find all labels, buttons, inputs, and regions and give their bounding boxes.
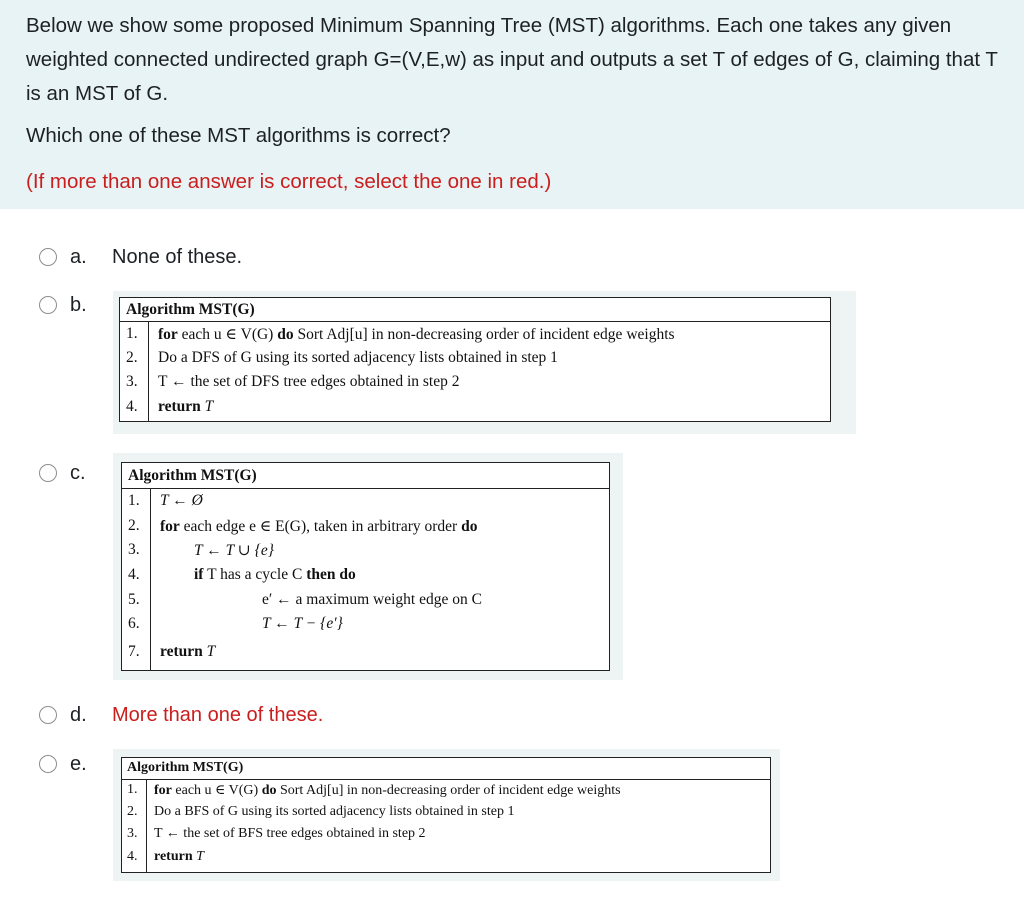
algo-title: Algorithm MST(G): [127, 760, 244, 775]
option-a-text: None of these.: [112, 246, 243, 268]
option-e-radio[interactable]: [39, 755, 57, 773]
option-c-letter: c.: [70, 462, 86, 484]
line-number: 1.: [127, 782, 138, 797]
keyword: return: [158, 398, 201, 415]
line-number: 2.: [127, 804, 138, 819]
option-c[interactable]: [0, 461, 1024, 681]
keyword: do: [261, 783, 277, 798]
keyword: do: [277, 326, 294, 343]
algo-line-text: T ← T ∪ {e}: [194, 542, 274, 559]
option-a-letter: a.: [70, 246, 87, 268]
keyword: return: [154, 849, 193, 864]
option-c-figure: [113, 453, 623, 680]
algo-line-text: e′ ← a maximum weight edge on C: [262, 591, 482, 608]
line-number: 4.: [126, 398, 138, 415]
option-e-algorithm: [121, 757, 771, 873]
algo-line-text: T ← Ø: [160, 492, 203, 509]
algo-line-text: each u ∈ V(G): [171, 783, 262, 798]
option-a[interactable]: [0, 245, 1024, 269]
option-a-radio[interactable]: [39, 248, 57, 266]
keyword: then do: [306, 566, 356, 583]
option-d-radio[interactable]: [39, 706, 57, 724]
algo-line-text: each u ∈ V(G): [177, 326, 278, 343]
option-e[interactable]: [0, 752, 1024, 887]
line-number: 2.: [128, 517, 140, 534]
option-d-text: More than one of these.: [112, 704, 324, 726]
question-intro: Below we show some proposed Minimum Spanning Tree (MST) algorithms. Each one takes any given weighted connected undirected graph G=(V,E,w) as input and outputs a set T of edges of G, claiming that T is an MST of G.: [26, 14, 998, 105]
algo-title: Algorithm MST(G): [126, 301, 255, 318]
option-e-figure: [113, 749, 780, 881]
algo-line-text: Do a DFS of G using its sorted adjacency lists obtained in step 1: [158, 349, 558, 366]
option-b-radio[interactable]: [39, 296, 57, 314]
algo-line-text: T has a cycle C: [203, 566, 307, 583]
answer-list: [0, 209, 1024, 909]
option-c-radio[interactable]: [39, 464, 57, 482]
line-number: 3.: [128, 541, 140, 558]
question-ask: Which one of these MST algorithms is correct?: [26, 124, 451, 147]
keyword: return: [160, 643, 203, 660]
option-b-figure: [113, 291, 856, 434]
line-number: 2.: [126, 349, 138, 366]
option-d[interactable]: [0, 703, 1024, 727]
line-number: 1.: [128, 492, 140, 509]
question-panel: [0, 0, 1024, 209]
algo-title: Algorithm MST(G): [128, 467, 257, 484]
algo-line-text: T: [202, 643, 216, 660]
algo-line-text: each edge e ∈ E(G), taken in arbitrary order: [179, 518, 462, 535]
option-e-letter: e.: [70, 753, 87, 775]
line-number: 3.: [127, 826, 138, 841]
keyword: do: [461, 518, 478, 535]
algo-line-text: T: [200, 398, 214, 415]
line-number: 7.: [128, 643, 140, 660]
option-b-algorithm: [119, 297, 831, 422]
algo-line-text: T: [192, 849, 204, 864]
option-d-letter: d.: [70, 704, 87, 726]
line-number: 4.: [127, 849, 138, 864]
keyword: if: [194, 566, 204, 583]
option-b-letter: b.: [70, 294, 87, 316]
question-note: (If more than one answer is correct, select the one in red.): [26, 170, 552, 193]
algo-line-text: Sort Adj[u] in non-decreasing order of incident edge weights: [293, 326, 675, 343]
keyword: for: [154, 783, 172, 798]
option-b[interactable]: [0, 293, 1024, 438]
option-c-algorithm: [121, 462, 610, 671]
algo-line-text: T ← the set of DFS tree edges obtained in step 2: [158, 373, 460, 390]
algo-line-text: Do a BFS of G using its sorted adjacency lists obtained in step 1: [154, 804, 515, 819]
keyword: for: [160, 518, 180, 535]
line-number: 3.: [126, 373, 138, 390]
line-number: 5.: [128, 591, 140, 608]
algo-line-text: Sort Adj[u] in non-decreasing order of incident edge weights: [276, 783, 621, 798]
line-number: 1.: [126, 325, 138, 342]
line-number: 6.: [128, 615, 140, 632]
line-number: 4.: [128, 566, 140, 583]
algo-line-text: T ← T − {e′}: [262, 615, 343, 632]
algo-line-text: T ← the set of BFS tree edges obtained in step 2: [154, 826, 426, 841]
keyword: for: [158, 326, 178, 343]
